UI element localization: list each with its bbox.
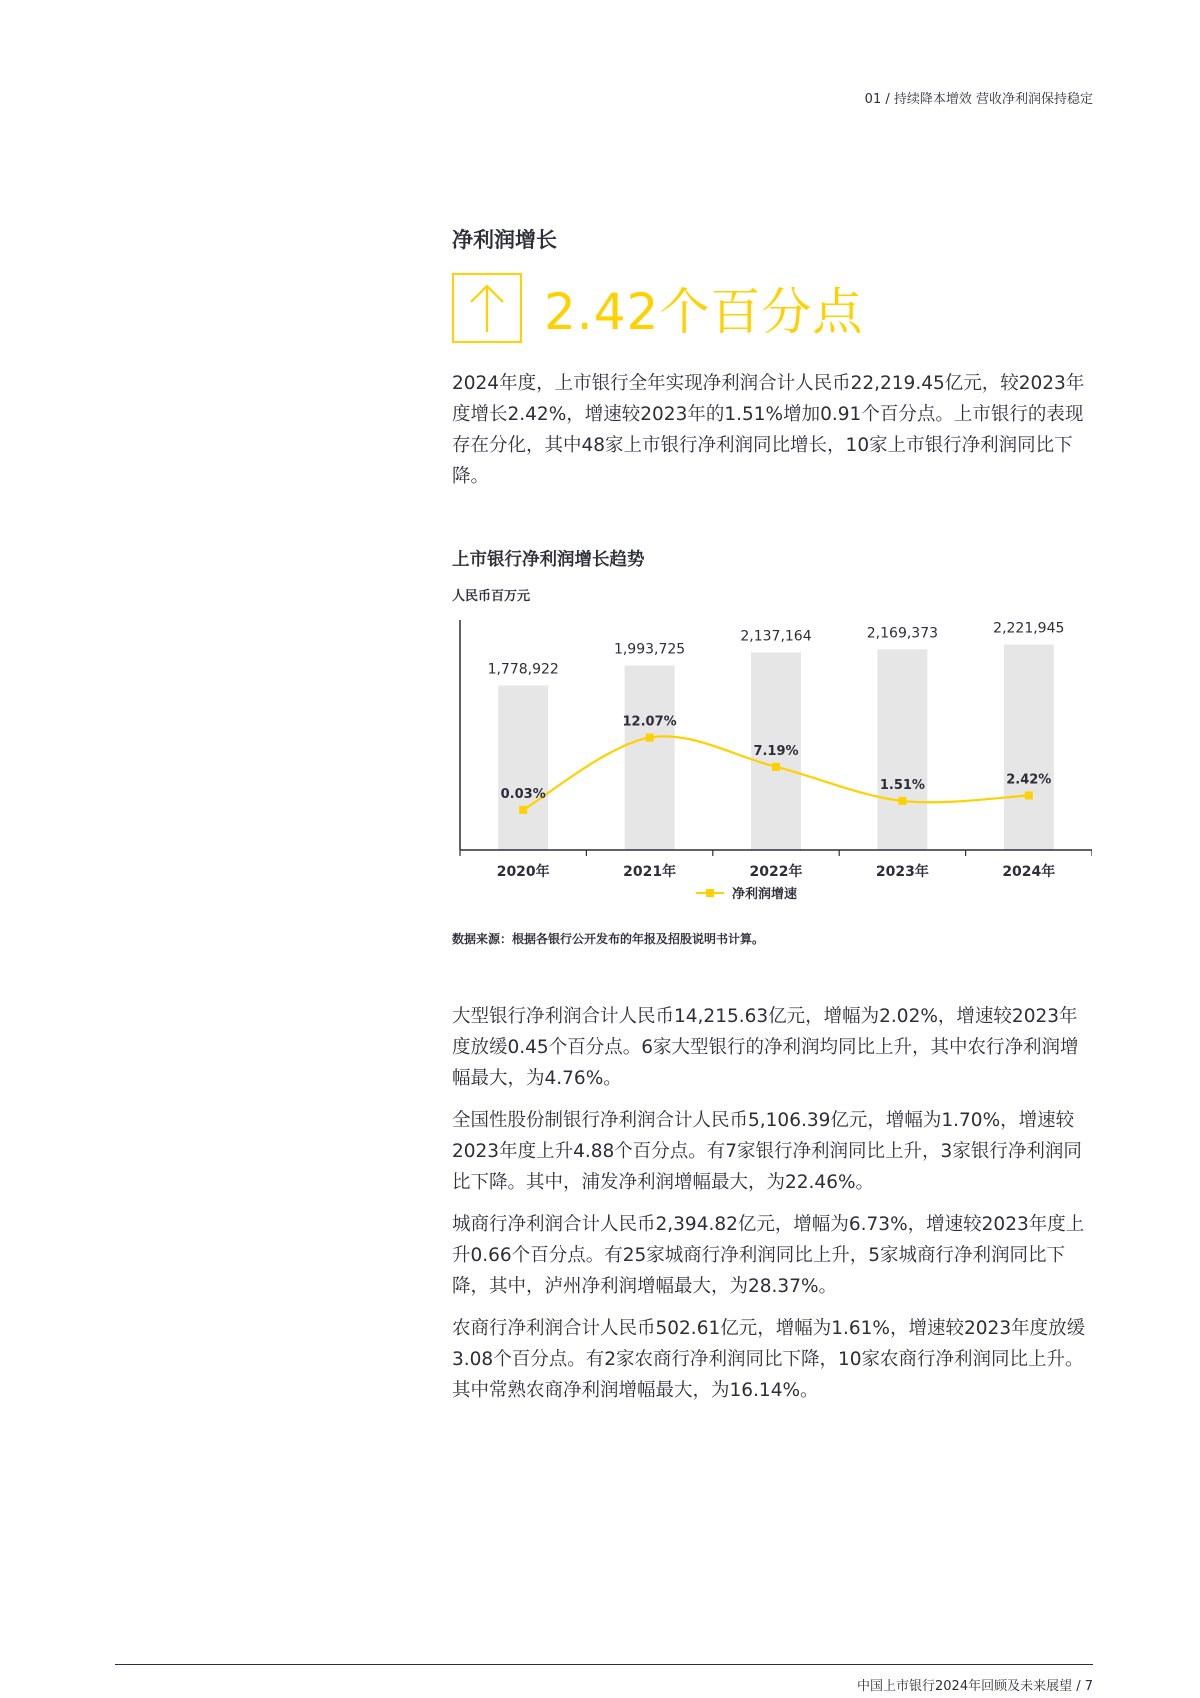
paragraph-rural-banks: 农商行净利润合计人民币502.61亿元，增幅为1.61%，增速较2023年度放缓3.08个百分点。有2家农商行净利润同比下降，10家农商行净利润同比上升。其中常熟农商净利润增幅最大，为16.14%。 (452, 1318, 1086, 1401)
bar (1004, 644, 1054, 850)
x-tick-label: 2022年 (749, 864, 803, 880)
section-title: 净利润增长 (452, 228, 557, 252)
hero-value: 2.42个百分点 (544, 283, 864, 341)
growth-rate-label: 2.42% (1006, 772, 1052, 788)
x-tick-label: 2023年 (875, 864, 929, 880)
chart-title: 上市银行净利润增长趋势 (452, 550, 645, 570)
footer-divider (115, 1664, 1093, 1665)
paragraph-joint-stock-banks: 全国性股份制银行净利润合计人民币5,106.39亿元，增幅为1.70%，增速较2023年度上升4.88个百分点。有7家银行净利润同比上升，3家银行净利润同比下降。其中，浦发净利润增幅最大，为22.46%。 (452, 1110, 1082, 1193)
growth-rate-point (1025, 791, 1033, 799)
hero-stat (452, 268, 1092, 348)
bar-value-label: 1,993,725 (613, 641, 686, 658)
x-tick-label: 2020年 (496, 864, 550, 880)
data-source-note: 数据来源：根据各银行公开发布的年报及招股说明书计算。 (452, 932, 765, 946)
page-header: 01 / 持续降本增效 营收净利润保持稳定 (864, 92, 1093, 107)
bar (877, 649, 927, 850)
growth-rate-label: 1.51% (879, 777, 925, 793)
legend-point-swatch (706, 889, 714, 897)
intro-paragraph: 2024年度，上市银行全年实现净利润合计人民币22,219.45亿元，较2023年度增长2.42%，增速较2023年的1.51%增加0.91个百分点。上市银行的表现存在分化，其中48家上市银行净利润同比增长，10家上市银行净利润同比下降。 (452, 373, 1085, 487)
x-tick-label: 2024年 (1002, 864, 1056, 880)
page-footer: 中国上市银行2024年回顾及未来展望 / 7 (857, 1679, 1093, 1694)
legend-label: 净利润增速 (732, 887, 798, 902)
growth-rate-point (646, 734, 654, 742)
paragraph-large-banks: 大型银行净利润合计人民币14,215.63亿元，增幅为2.02%，增速较2023年度放缓0.45个百分点。6家大型银行的净利润均同比上升，其中农行净利润增幅最大，为4.76%。 (452, 1006, 1079, 1089)
bar-value-label: 2,169,373 (866, 625, 939, 642)
x-tick-label: 2021年 (623, 864, 677, 880)
chart-svg (452, 610, 1092, 910)
net-profit-chart (452, 610, 1092, 910)
bar-value-label: 2,137,164 (740, 628, 812, 645)
growth-rate-point (519, 806, 527, 814)
growth-rate-label: 7.19% (753, 743, 799, 759)
chart-unit-label: 人民币百万元 (452, 589, 531, 604)
bar-value-label: 1,778,922 (487, 661, 559, 678)
bar (622, 666, 677, 850)
up-arrow-icon (452, 273, 522, 343)
main-content (452, 224, 1092, 1417)
growth-rate-point (898, 797, 906, 805)
bar-value-label: 2,221,945 (993, 620, 1065, 637)
growth-rate-label: 12.07% (622, 714, 677, 730)
paragraph-city-banks: 城商行净利润合计人民币2,394.82亿元，增幅为6.73%，增速较2023年度上升0.66个百分点。有25家城商行净利润同比上升，5家城商行净利润同比下降，其中，泸州净利润增幅最大，为28.37%。 (452, 1214, 1085, 1297)
bar (498, 685, 548, 850)
body-paragraphs (452, 1001, 1092, 1406)
growth-rate-label: 0.03% (500, 786, 546, 802)
growth-rate-point (772, 763, 780, 771)
